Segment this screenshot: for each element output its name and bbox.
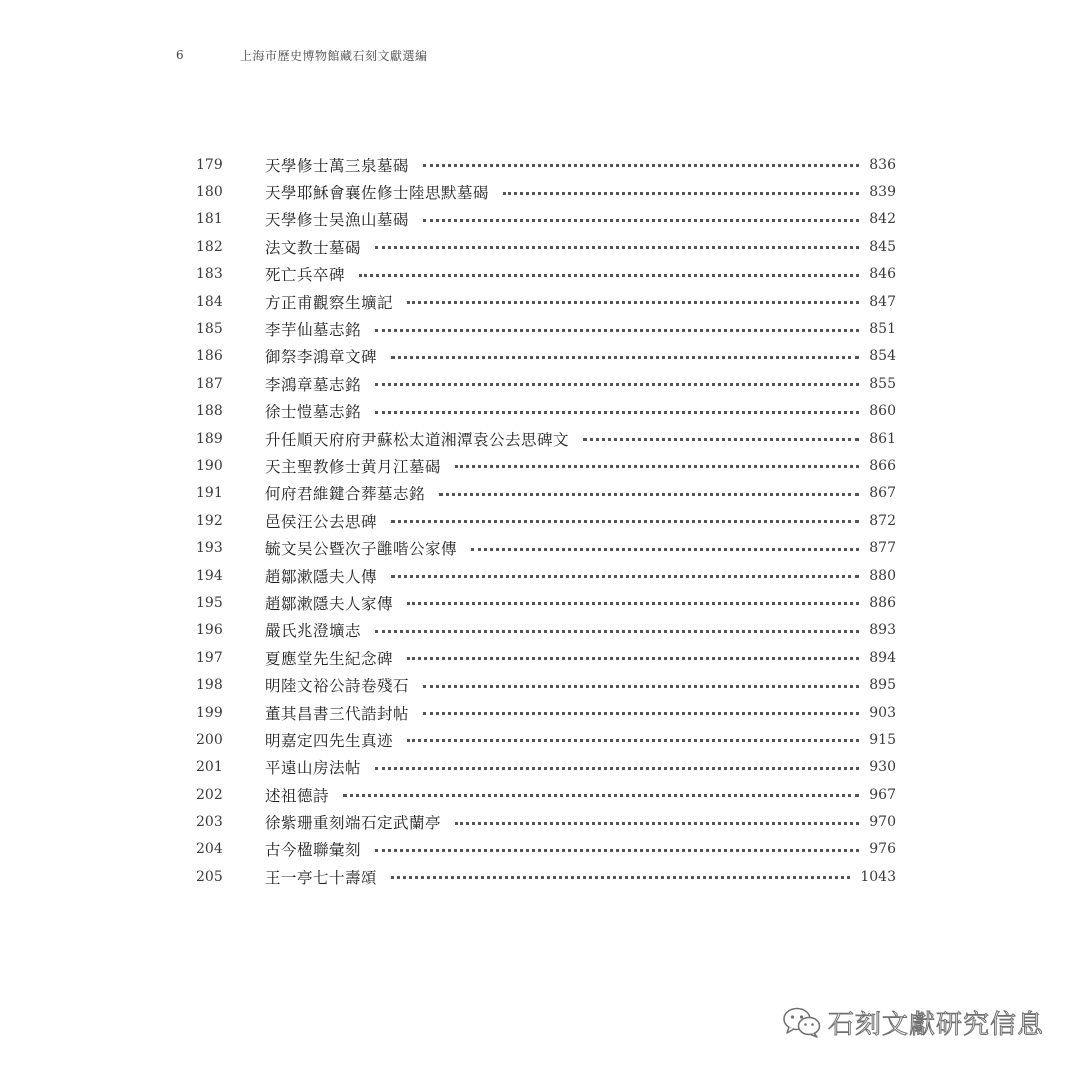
toc-row bbox=[196, 261, 896, 288]
toc-entry-number: 182 bbox=[196, 238, 223, 255]
dot-leader bbox=[407, 602, 859, 605]
toc-row bbox=[196, 507, 896, 534]
toc-entry-number: 183 bbox=[196, 266, 223, 283]
toc-row bbox=[196, 288, 896, 315]
toc-entry-page: 903 bbox=[869, 704, 896, 721]
toc-row bbox=[196, 370, 896, 397]
dot-leader bbox=[375, 246, 859, 249]
dot-leader bbox=[391, 356, 859, 359]
toc-entry-number: 185 bbox=[196, 321, 223, 338]
dot-leader bbox=[455, 822, 859, 825]
book-title: 上海市歷史博物館藏石刻文獻選編 bbox=[240, 48, 428, 63]
toc-entry-page: 847 bbox=[869, 293, 896, 310]
toc-entry-page: 851 bbox=[869, 321, 896, 338]
toc-entry-number: 203 bbox=[196, 814, 223, 831]
dot-leader bbox=[407, 301, 859, 304]
toc-entry-page: 866 bbox=[869, 457, 896, 474]
toc-row bbox=[196, 206, 896, 233]
toc-row bbox=[196, 726, 896, 753]
toc-entry-page: 930 bbox=[869, 759, 896, 776]
toc-row bbox=[196, 425, 896, 452]
toc-entry-title: 毓文吴公暨次子雝喈公家傳 bbox=[265, 540, 458, 559]
watermark bbox=[782, 1004, 1044, 1040]
toc-entry-title: 王一亭七十壽頌 bbox=[265, 868, 378, 887]
toc-entry-number: 192 bbox=[196, 512, 223, 529]
dot-leader bbox=[375, 767, 859, 770]
toc-entry-title: 天學耶穌會襄佐修士陸思默墓碣 bbox=[265, 184, 490, 203]
toc-entry-title: 平遠山房法帖 bbox=[265, 759, 362, 778]
dot-leader bbox=[375, 630, 859, 633]
toc-entry-number: 190 bbox=[196, 457, 223, 474]
dot-leader bbox=[455, 465, 859, 468]
dot-leader bbox=[423, 164, 859, 167]
toc-entry-title: 御祭李鴻章文碑 bbox=[265, 348, 378, 367]
toc-entry-page: 855 bbox=[869, 375, 896, 392]
toc-entry-title: 升任順天府府尹蘇松太道湘潭袁公去思碑文 bbox=[265, 430, 570, 449]
dot-leader bbox=[359, 274, 859, 277]
toc-entry-page: 895 bbox=[869, 677, 896, 694]
toc-entry-number: 205 bbox=[196, 868, 223, 885]
toc-entry-title: 董其昌書三代誥封帖 bbox=[265, 704, 410, 723]
toc-row bbox=[196, 343, 896, 370]
toc-row bbox=[196, 562, 896, 589]
toc-entry-page: 867 bbox=[869, 485, 896, 502]
dot-leader bbox=[375, 411, 859, 414]
dot-leader bbox=[375, 849, 859, 852]
toc-entry-page: 877 bbox=[869, 540, 896, 557]
page-number: 6 bbox=[176, 48, 184, 62]
toc-row bbox=[196, 617, 896, 644]
dot-leader bbox=[503, 192, 859, 195]
toc-entry-number: 204 bbox=[196, 841, 223, 858]
dot-leader bbox=[439, 493, 859, 496]
toc-entry-page: 861 bbox=[869, 430, 896, 447]
dot-leader bbox=[343, 794, 859, 797]
toc-entry-title: 夏應堂先生紀念碑 bbox=[265, 649, 394, 668]
table-of-contents bbox=[196, 151, 896, 891]
toc-row bbox=[196, 836, 896, 863]
toc-entry-page: 893 bbox=[869, 622, 896, 639]
toc-row bbox=[196, 863, 896, 890]
toc-row bbox=[196, 534, 896, 561]
toc-entry-page: 846 bbox=[869, 266, 896, 283]
toc-entry-number: 184 bbox=[196, 293, 223, 310]
toc-row bbox=[196, 452, 896, 479]
toc-entry-page: 886 bbox=[869, 594, 896, 611]
toc-row bbox=[196, 480, 896, 507]
toc-entry-number: 198 bbox=[196, 677, 223, 694]
toc-entry-title: 趙鄒漱隱夫人傳 bbox=[265, 567, 378, 586]
toc-entry-number: 191 bbox=[196, 485, 223, 502]
toc-entry-title: 天主聖教修士黄月江墓碣 bbox=[265, 457, 442, 476]
toc-entry-page: 915 bbox=[869, 731, 896, 748]
toc-row bbox=[196, 644, 896, 671]
toc-row bbox=[196, 699, 896, 726]
toc-entry-title: 天學修士吴漁山墓碣 bbox=[265, 211, 410, 230]
toc-entry-number: 196 bbox=[196, 622, 223, 639]
dot-leader bbox=[423, 712, 859, 715]
toc-entry-title: 死亡兵卒碑 bbox=[265, 266, 346, 285]
toc-entry-number: 197 bbox=[196, 649, 223, 666]
toc-entry-title: 嚴氏兆澄壙志 bbox=[265, 622, 362, 641]
toc-entry-title: 法文教士墓碣 bbox=[265, 238, 362, 257]
toc-row bbox=[196, 398, 896, 425]
toc-row bbox=[196, 754, 896, 781]
toc-entry-page: 860 bbox=[869, 403, 896, 420]
dot-leader bbox=[423, 685, 859, 688]
toc-row bbox=[196, 233, 896, 260]
toc-entry-page: 970 bbox=[869, 814, 896, 831]
dot-leader bbox=[391, 876, 850, 879]
toc-row bbox=[196, 315, 896, 342]
toc-entry-page: 836 bbox=[869, 156, 896, 173]
toc-entry-title: 述祖德詩 bbox=[265, 786, 330, 805]
toc-entry-number: 188 bbox=[196, 403, 223, 420]
toc-entry-page: 842 bbox=[869, 211, 896, 228]
toc-entry-title: 邑侯汪公去思碑 bbox=[265, 512, 378, 531]
toc-row bbox=[196, 808, 896, 835]
toc-row bbox=[196, 151, 896, 178]
toc-entry-page: 894 bbox=[869, 649, 896, 666]
toc-entry-number: 195 bbox=[196, 594, 223, 611]
toc-entry-title: 天學修士萬三泉墓碣 bbox=[265, 156, 410, 175]
toc-entry-number: 189 bbox=[196, 430, 223, 447]
toc-entry-page: 1043 bbox=[860, 868, 896, 885]
toc-entry-number: 202 bbox=[196, 786, 223, 803]
watermark-text: 石刻文獻研究信息 bbox=[828, 1009, 1045, 1040]
dot-leader bbox=[391, 520, 859, 523]
toc-entry-title: 明嘉定四先生真迹 bbox=[265, 731, 394, 750]
toc-entry-number: 194 bbox=[196, 567, 223, 584]
dot-leader bbox=[583, 438, 859, 441]
toc-entry-number: 181 bbox=[196, 211, 223, 228]
toc-entry-number: 201 bbox=[196, 759, 223, 776]
toc-entry-title: 李鴻章墓志銘 bbox=[265, 375, 362, 394]
toc-entry-page: 872 bbox=[869, 512, 896, 529]
toc-entry-number: 187 bbox=[196, 375, 223, 392]
toc-entry-title: 徐士愷墓志銘 bbox=[265, 403, 362, 422]
toc-entry-page: 880 bbox=[869, 567, 896, 584]
toc-entry-title: 徐紫珊重刻端石定武蘭亭 bbox=[265, 814, 442, 833]
toc-row bbox=[196, 178, 896, 205]
toc-entry-title: 古今楹聯彙刻 bbox=[265, 841, 362, 860]
toc-entry-title: 方正甫觀察生壙記 bbox=[265, 293, 394, 312]
toc-row bbox=[196, 781, 896, 808]
toc-entry-number: 199 bbox=[196, 704, 223, 721]
toc-entry-number: 180 bbox=[196, 184, 223, 201]
toc-row bbox=[196, 589, 896, 616]
dot-leader bbox=[423, 219, 859, 222]
toc-entry-number: 179 bbox=[196, 156, 223, 173]
running-head bbox=[176, 44, 428, 66]
toc-entry-number: 200 bbox=[196, 731, 223, 748]
wechat-icon bbox=[782, 1006, 822, 1038]
dot-leader bbox=[391, 575, 859, 578]
toc-entry-title: 何府君維鍵合葬墓志銘 bbox=[265, 485, 426, 504]
toc-entry-page: 976 bbox=[869, 841, 896, 858]
toc-entry-page: 967 bbox=[869, 786, 896, 803]
toc-entry-page: 854 bbox=[869, 348, 896, 365]
dot-leader bbox=[375, 383, 859, 386]
toc-entry-page: 839 bbox=[869, 184, 896, 201]
toc-row bbox=[196, 671, 896, 698]
dot-leader bbox=[407, 657, 859, 660]
toc-entry-number: 186 bbox=[196, 348, 223, 365]
dot-leader bbox=[407, 739, 859, 742]
toc-entry-title: 趙鄒漱隱夫人家傳 bbox=[265, 594, 394, 613]
dot-leader bbox=[471, 548, 859, 551]
toc-entry-number: 193 bbox=[196, 540, 223, 557]
dot-leader bbox=[375, 329, 859, 332]
toc-entry-page: 845 bbox=[869, 238, 896, 255]
toc-entry-title: 李芋仙墓志銘 bbox=[265, 321, 362, 340]
toc-entry-title: 明陸文裕公詩卷殘石 bbox=[265, 677, 410, 696]
